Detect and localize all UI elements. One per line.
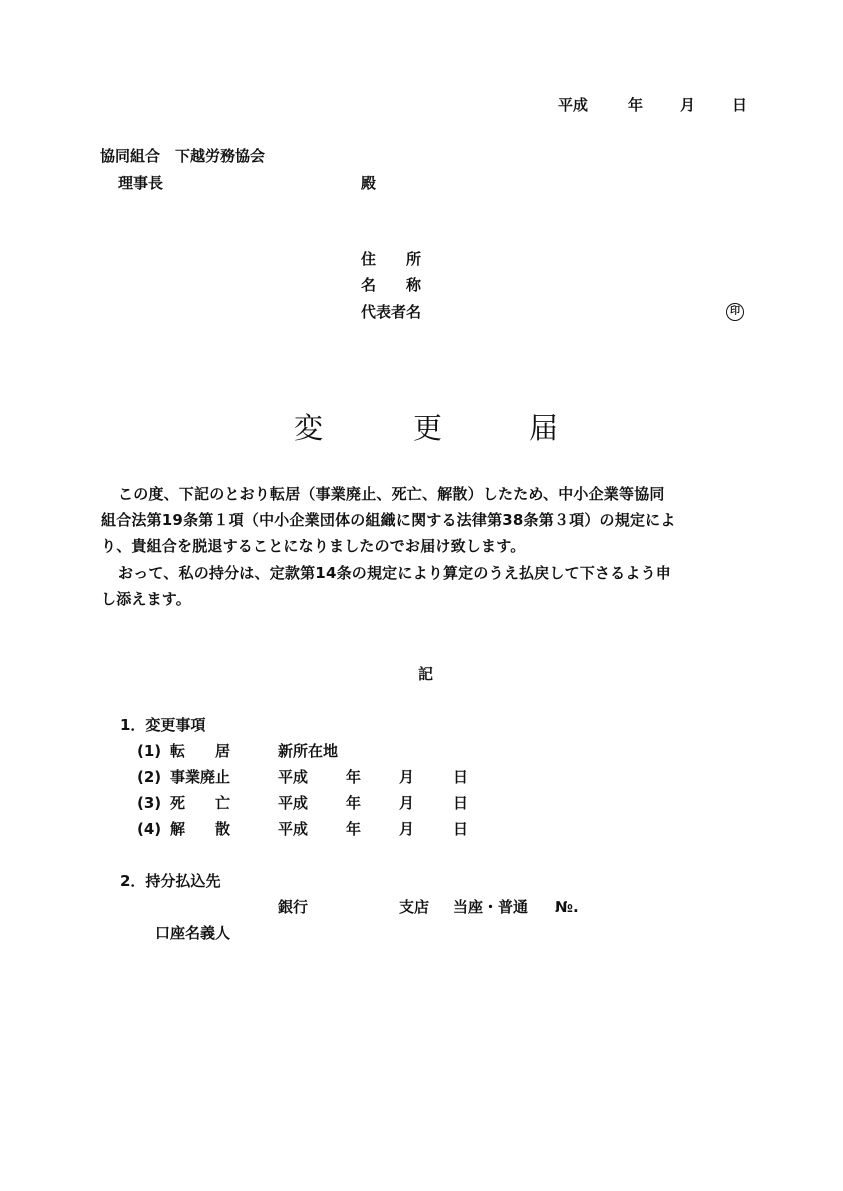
- date-day: 日: [732, 96, 748, 114]
- account-holder-label: 口座名義人: [155, 924, 231, 942]
- body-p1-line3: り、貴組合を脱退することになりましたのでお届け致します。: [101, 537, 526, 555]
- date-year: 年: [628, 96, 644, 114]
- item2-year: 年: [346, 768, 362, 786]
- item4-day: 日: [453, 820, 469, 838]
- item2-day: 日: [453, 768, 469, 786]
- date-month: 月: [680, 96, 696, 114]
- item4-era: 平成: [278, 820, 309, 838]
- address-label: 住 所: [361, 250, 422, 268]
- body-p1-line2: 組合法第19条第１項（中小企業団体の組織に関する法律第38条第３項）の規定によ: [101, 511, 676, 529]
- item3-day: 日: [453, 794, 469, 812]
- section2-heading: 2．持分払込先: [120, 872, 221, 890]
- item3-label: 死 亡: [170, 794, 231, 812]
- ki-heading: 記: [418, 665, 434, 683]
- account-number-label: №.: [555, 898, 579, 916]
- item3-era: 平成: [278, 794, 309, 812]
- item3-month: 月: [399, 794, 415, 812]
- title-char-3: 届: [529, 411, 559, 445]
- representative-label: 代表者名: [361, 303, 422, 321]
- item3-num: (3): [137, 794, 162, 812]
- item1-num: (1): [137, 742, 162, 760]
- body-p1-line1: この度、下記のとおり転居（事業廃止、死亡、解散）したため、中小企業等協同: [118, 485, 665, 503]
- item4-year: 年: [346, 820, 362, 838]
- item4-month: 月: [399, 820, 415, 838]
- date-era: 平成: [558, 96, 589, 114]
- item2-num: (2): [137, 768, 162, 786]
- title-char-1: 変: [294, 411, 324, 445]
- item1-value: 新所在地: [278, 742, 339, 760]
- title-char-2: 更: [413, 411, 443, 445]
- branch-label: 支店: [399, 898, 430, 916]
- body-p2-line2: し添えます。: [101, 590, 192, 608]
- item3-year: 年: [346, 794, 362, 812]
- recipient-honorific: 殿: [361, 174, 377, 192]
- recipient-title: 理事長: [118, 174, 164, 192]
- item1-label: 転 居: [170, 742, 231, 760]
- item4-label: 解 散: [170, 820, 231, 838]
- recipient-org: 協同組合 下越労務協会: [100, 147, 266, 165]
- item4-num: (4): [137, 820, 162, 838]
- section1-heading: 1．変更事項: [120, 716, 206, 734]
- account-type-label: 当座・普通: [453, 898, 529, 916]
- body-p2-line1: おって、私の持分は、定款第14条の規定により算定のうえ払戻して下さるよう申: [118, 564, 671, 582]
- name-label: 名 称: [361, 276, 422, 294]
- item2-era: 平成: [278, 768, 309, 786]
- seal-mark-icon: 印: [726, 303, 744, 321]
- bank-label: 銀行: [278, 898, 309, 916]
- item2-label: 事業廃止: [170, 768, 231, 786]
- item2-month: 月: [399, 768, 415, 786]
